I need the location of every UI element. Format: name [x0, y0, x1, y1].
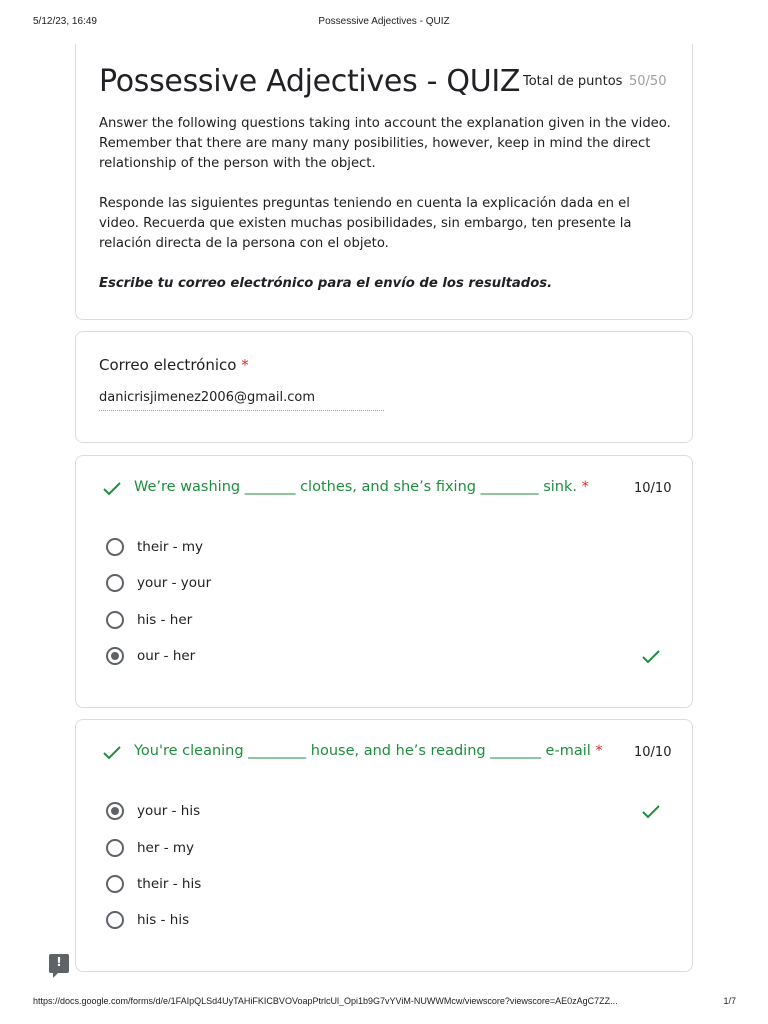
radio-button-selected[interactable]	[106, 802, 124, 820]
option-label: his - his	[137, 912, 190, 928]
description-spanish: Responde las siguientes preguntas teniendo en cuenta la explicación dada en el video. Recuerda que existen muchas posibilidades, sin embargo, ten presente la relación directa de la persona con el objeto.	[99, 196, 632, 251]
total-points-value: 50/50	[629, 74, 667, 89]
radio-button[interactable]	[106, 911, 124, 929]
print-datetime: 5/12/23, 16:49	[33, 16, 97, 27]
radio-button[interactable]	[106, 611, 124, 629]
checkmark-icon	[641, 649, 661, 665]
question-text: We’re washing _______ clothes, and she’s fixing ________ sink.	[134, 479, 577, 495]
print-header	[0, 16, 768, 30]
answer-option[interactable]	[106, 574, 666, 596]
answer-option[interactable]	[106, 611, 666, 633]
question-card	[75, 719, 693, 972]
question-score: 10/10	[634, 481, 672, 496]
print-footer	[0, 996, 768, 1010]
answer-option-selected[interactable]	[106, 802, 666, 824]
email-label-text: Correo electrónico	[99, 356, 237, 374]
checkmark-icon	[102, 745, 122, 761]
report-feedback-icon[interactable]: !	[49, 954, 69, 973]
radio-button[interactable]	[106, 538, 124, 556]
answer-option-selected[interactable]	[106, 647, 666, 669]
answer-option[interactable]	[106, 911, 666, 933]
print-title: Possessive Adjectives - QUIZ	[318, 16, 450, 27]
radio-button-selected[interactable]	[106, 647, 124, 665]
page-url: https://docs.google.com/forms/d/e/1FAIpQLSd4UyTAHiFKICBVOVoapPtrlcUl_Opi1b9G7vYViM-NUWWMcw/viewscore?viewscore=AE0zAgC7ZZ...	[33, 996, 618, 1006]
required-asterisk: *	[595, 743, 603, 759]
checkmark-icon	[641, 804, 661, 820]
answer-option[interactable]	[106, 839, 666, 861]
option-label: their - my	[137, 539, 204, 555]
email-label	[99, 356, 249, 374]
required-asterisk: *	[241, 356, 249, 374]
option-label: her - my	[137, 840, 195, 856]
checkmark-icon	[102, 481, 122, 497]
option-label: our - her	[137, 648, 196, 664]
radio-button[interactable]	[106, 875, 124, 893]
option-label: your - his	[137, 803, 201, 819]
question-score: 10/10	[634, 745, 672, 760]
question-title	[134, 743, 603, 759]
answer-option[interactable]	[106, 538, 666, 560]
email-instruction: Escribe tu correo electrónico para el envío de los resultados.	[99, 276, 553, 291]
question-card	[75, 455, 693, 708]
answer-option[interactable]	[106, 875, 666, 897]
option-label: his - her	[137, 612, 193, 628]
description-english: Answer the following questions taking into account the explanation given in the video. Remember that there are many many posibilities, however, keep in mind the direct relationship of the person with the object.	[99, 116, 671, 171]
radio-button[interactable]	[106, 574, 124, 592]
form-header-card	[75, 44, 693, 320]
option-label: their - his	[137, 876, 202, 892]
option-label: your - your	[137, 575, 212, 591]
email-field[interactable]: danicrisjimenez2006@gmail.com	[99, 390, 384, 411]
radio-button[interactable]	[106, 839, 124, 857]
form-description	[99, 114, 674, 314]
email-card	[75, 331, 693, 443]
page-number: 1/7	[723, 996, 736, 1006]
page-title: Possessive Adjectives - QUIZ	[99, 64, 521, 99]
total-points-label: Total de puntos	[523, 74, 623, 89]
question-text: You're cleaning ________ house, and he’s reading _______ e-mail	[134, 743, 591, 759]
question-title	[134, 479, 589, 495]
required-asterisk: *	[581, 479, 589, 495]
